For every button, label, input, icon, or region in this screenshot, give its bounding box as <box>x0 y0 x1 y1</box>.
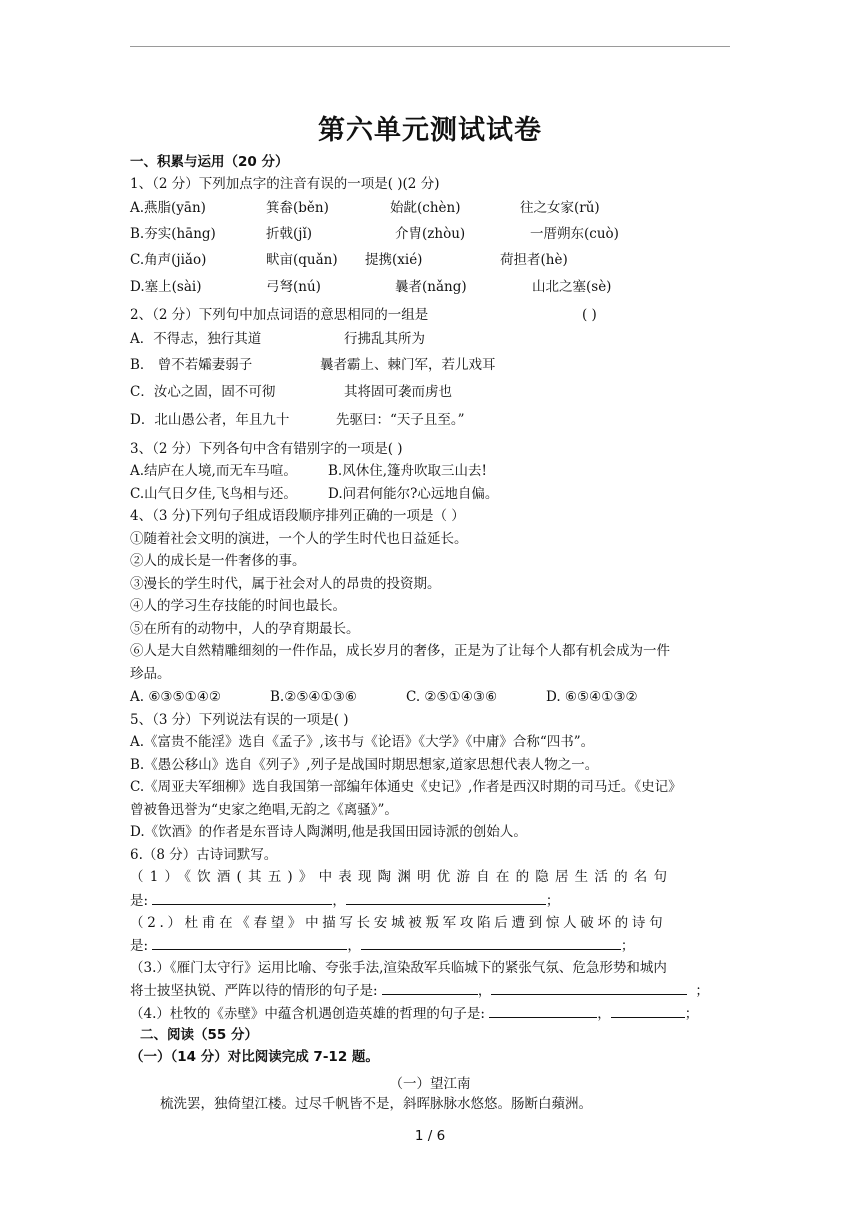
q4-sentence-4: ④人的学习生存技能的时间也最长。 <box>130 598 346 614</box>
q6-part-2: （2.）杜甫在《春望》中描写长安城被叛军攻陷后遭到惊人破坏的诗句 <box>130 915 667 931</box>
q6-part-3: （3.）《雁门太守行》运用比喻、夸张手法,渲染敌军兵临城下的紧张气氛、危急形势和城内 <box>130 960 667 976</box>
q6-part-2-answer: 是: ， ； <box>130 935 634 956</box>
q6-part-1: （1）《饮酒(其五)》中表现陶渊明优游自在的隐居生活的名句 <box>130 869 674 885</box>
q4-sentence-3: ③漫长的学生时代，属于社会对人的昂贵的投资期。 <box>130 576 441 592</box>
q4-stem: 4、（3 分)下列句子组成语段顺序排列正确的一项是（ ） <box>130 508 465 524</box>
answer-blank[interactable] <box>382 980 478 995</box>
answer-blank[interactable] <box>489 1003 597 1018</box>
section-heading-2: 二、阅读（55 分） <box>140 1027 258 1043</box>
q6-part-4: （4.）杜牧的《赤壁》中蕴含机遇创造英雄的哲理的句子是: ， ； <box>130 1003 698 1024</box>
answer-blank[interactable] <box>152 935 347 950</box>
q3-stem: 3、（2 分）下列各句中含有错别字的一项是( ) <box>130 441 403 457</box>
poem-text: 梳洗罢，独倚望江楼。过尽千帆皆不是，斜晖脉脉水悠悠。肠断白蘋洲。 <box>160 1096 592 1112</box>
subsection-heading: （一）（14 分）对比阅读完成 7-12 题。 <box>130 1049 379 1065</box>
section-heading-1: 一、积累与运用（20 分） <box>130 154 289 170</box>
header-rule <box>130 46 730 47</box>
answer-blank[interactable] <box>346 890 546 905</box>
q6-part-3-answer: 将士披坚执锐、严阵以待的情形的句子是: ， ； <box>130 980 709 1001</box>
document-page: 第六单元测试试卷 一、积累与运用（20 分） 1、（2 分）下列加点字的注音有误的一项是( )(2 分) A.燕脂(yān) 箕畚(běn) 始龀(chèn) 往之女家(rǔ) B.夯实(hāng) 折戟(jǐ) 介胄(zhòu) 一厝朔东(cuò) C.角声(jiǎo) 畎亩(quǎn) 提携(xié) 荷担者(hè) D.塞上(sài) 弓弩(nú) 曩者(nǎng) 山北之塞(sè) 2、（2 分）下列句中加点词语的意思相同的一组是 ( ) A．不得志，独行其道 行拂乱其所为 B． 曾不若孀妻弱子 曩者霸上、棘门军，若儿戏耳 C．汝心之固，固不可彻 其将固可袭而虏也 D．北山愚公者，年且九十 先驱曰：“天子且至。” 3、（2 分）下列各句中含有错别字的一项是( ) A.结庐在人境,而无车马喧。 B.风休住,篷舟吹取三山去! C.山气日夕佳,飞鸟相与还。 D.问君何能尔?心远地自偏。 4、（3 分)下列句子组成语段顺序排列正确的一项是（ ） ①随着社会文明的演进，一个人的学生时代也日益延长。 ②人的成长是一件奢侈的事。 ③漫长的学生时代，属于社会对人的昂贵的投资期。 ④人的学习生存技能的时间也最长。 ⑤在所有的动物中，人的孕育期最长。 ⑥人是大自然精雕细刻的一件作品，成长岁月的奢侈，正是为了让每个人都有机会成为一件 珍品。 A. ⑥③⑤①④② B.②⑤④①③⑥ C. ②⑤①④③⑥ D. ⑥⑤④①③② 5、（3 分）下列说法有误的一项是( ) A.《富贵不能淫》选自《孟子》,该书与《论语》《大学》《中庸》合称“四书”。 B.《愚公移山》选自《列子》,列子是战国时期思想家,道家思想代表人物之一。 C.《周亚夫军细柳》选自我国第一部编年体通史《史记》,作者是西汉时期的司马迁。《史记》 曾被鲁迅誉为“史家之绝唱,无韵之《离骚》”。 D.《饮酒》的作者是东晋诗人陶渊明,他是我国田园诗派的创始人。 6.（8 分）古诗词默写。 （1）《饮酒(其五)》中表现陶渊明优游自在的隐居生活的名句 是: ， ； （2.）杜甫在《春望》中描写长安城被叛军攻陷后遭到惊人破坏的诗句 是: ， ； （3.）《雁门太守行》运用比喻、夸张手法,渲染敌军兵临城下的紧张气氛、危急形势和城内 将士披坚执锐、严阵以待的情形的句子是: ， ； （4.）杜牧的《赤壁》中蕴含机遇创造英雄的哲理的句子是: ， ； 二、阅读（55 分） （一）（14 分）对比阅读完成 7-12 题。 （一）望江南 梳洗罢，独倚望江楼。过尽千帆皆不是，斜晖脉脉水悠悠。肠断白蘋洲。 1 / 6 <box>0 0 860 1216</box>
poem-title: （一）望江南 <box>389 1076 471 1092</box>
answer-blank[interactable] <box>491 980 687 995</box>
q5-option-d: D.《饮酒》的作者是东晋诗人陶渊明,他是我国田园诗派的创始人。 <box>130 824 527 840</box>
answer-blank[interactable] <box>361 935 621 950</box>
q5-option-c: C.《周亚夫军细柳》选自我国第一部编年体通史《史记》,作者是西汉时期的司马迁。《史记》 <box>130 779 682 795</box>
q5-option-b: B.《愚公移山》选自《列子》,列子是战国时期思想家,道家思想代表人物之一。 <box>130 757 599 773</box>
q4-sentence-2: ②人的成长是一件奢侈的事。 <box>130 553 306 569</box>
q4-sentence-1: ①随着社会文明的演进，一个人的学生时代也日益延长。 <box>130 531 468 547</box>
q5-option-a: A.《富贵不能淫》选自《孟子》,该书与《论语》《大学》《中庸》合称“四书”。 <box>130 734 595 750</box>
q5-stem: 5、（3 分）下列说法有误的一项是( ) <box>130 712 349 728</box>
q1-stem: 1、（2 分）下列加点字的注音有误的一项是( )(2 分) <box>130 176 440 192</box>
q4-sentence-5: ⑤在所有的动物中，人的孕育期最长。 <box>130 621 360 637</box>
q4-sentence-6-cont: 珍品。 <box>130 666 171 682</box>
page-title: 第六单元测试试卷 <box>318 115 542 146</box>
q4-sentence-6: ⑥人是大自然精雕细刻的一件作品，成长岁月的奢侈，正是为了让每个人都有机会成为一件 <box>130 643 670 659</box>
q2-stem: 2、（2 分）下列句中加点词语的意思相同的一组是 ( ) <box>130 307 597 323</box>
page-number: 1 / 6 <box>414 1128 446 1144</box>
answer-blank[interactable] <box>152 890 332 905</box>
answer-blank[interactable] <box>611 1003 685 1018</box>
q6-stem: 6.（8 分）古诗词默写。 <box>130 847 278 863</box>
q6-part-1-answer: 是: ， ； <box>130 890 559 911</box>
q5-option-c-cont: 曾被鲁迅誉为“史家之绝唱,无韵之《离骚》”。 <box>130 802 398 818</box>
